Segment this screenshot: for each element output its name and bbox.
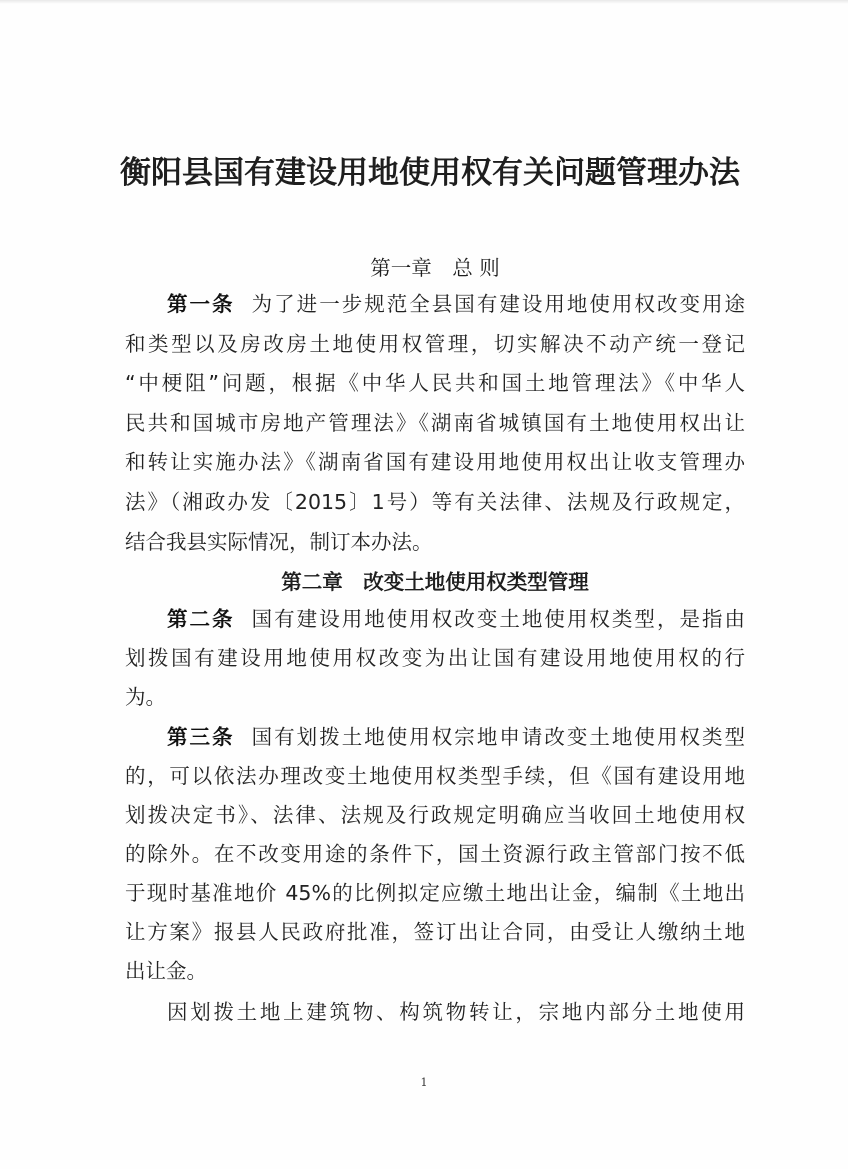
article-3-text: 国有划拨土地使用权宗地申请改变土地使用权类型 [251, 725, 746, 749]
article-2-label: 第二条 [167, 607, 235, 631]
document-title: 衡阳县国有建设用地使用权有关问题管理办法 [120, 155, 740, 191]
article-3-line-7: 出让金。 [125, 959, 207, 983]
paragraph-continued: 因划拨土地上建筑物、构筑物转让，宗地内部分土地使用 [167, 1000, 745, 1024]
chapter-2-heading: 第二章 改变土地使用权类型管理 [281, 570, 589, 594]
article-3-line-6: 让方案》报县人民政府批准，签订出让合同，由受让人缴纳土地 [125, 920, 745, 944]
article-2-text: 国有建设用地使用权改变土地使用权类型，是指由 [251, 607, 746, 631]
article-2-line-3: 为。 [125, 685, 166, 709]
chapter-1-heading: 第一章 总 则 [370, 256, 500, 280]
article-3-line-4: 的除外。在不改变用途的条件下，国土资源行政主管部门按不低 [125, 842, 745, 866]
article-1-line-1 [167, 289, 745, 319]
article-1-line-3: “中梗阻”问题，根据《中华人民共和国土地管理法》《中华人 [125, 371, 745, 395]
article-1-line-7: 结合我县实际情况，制订本办法。 [125, 530, 433, 554]
article-1-label: 第一条 [167, 292, 235, 316]
article-3-line-1 [167, 722, 745, 752]
article-1-text: 为了进一步规范全县国有建设用地使用权改变用途 [251, 292, 746, 316]
article-3-line-2: 的，可以依法办理改变土地使用权类型手续，但《国有建设用地 [125, 764, 745, 788]
article-3-line-3: 划拨决定书》、法律、法规及行政规定明确应当收回土地使用权 [125, 803, 745, 827]
article-1-line-2: 和类型以及房改房土地使用权管理，切实解决不动产统一登记 [125, 332, 745, 356]
article-2-line-1 [167, 604, 745, 634]
article-2-line-2: 划拨国有建设用地使用权改变为出让国有建设用地使用权的行 [125, 646, 745, 670]
scan-edge [0, 0, 848, 4]
article-3-line-5: 于现时基准地价 45%的比例拟定应缴土地出让金，编制《土地出 [125, 881, 745, 905]
article-3-label: 第三条 [167, 725, 235, 749]
article-1-line-5: 和转让实施办法》《湖南省国有建设用地使用权出让收支管理办 [125, 450, 745, 474]
article-1-line-4: 民共和国城市房地产管理法》《湖南省城镇国有土地使用权出让 [125, 411, 745, 435]
page-number: 1 [420, 1076, 428, 1089]
article-1-line-6: 法》（湘政办发〔2015〕1号）等有关法律、法规及行政规定， [125, 490, 745, 514]
